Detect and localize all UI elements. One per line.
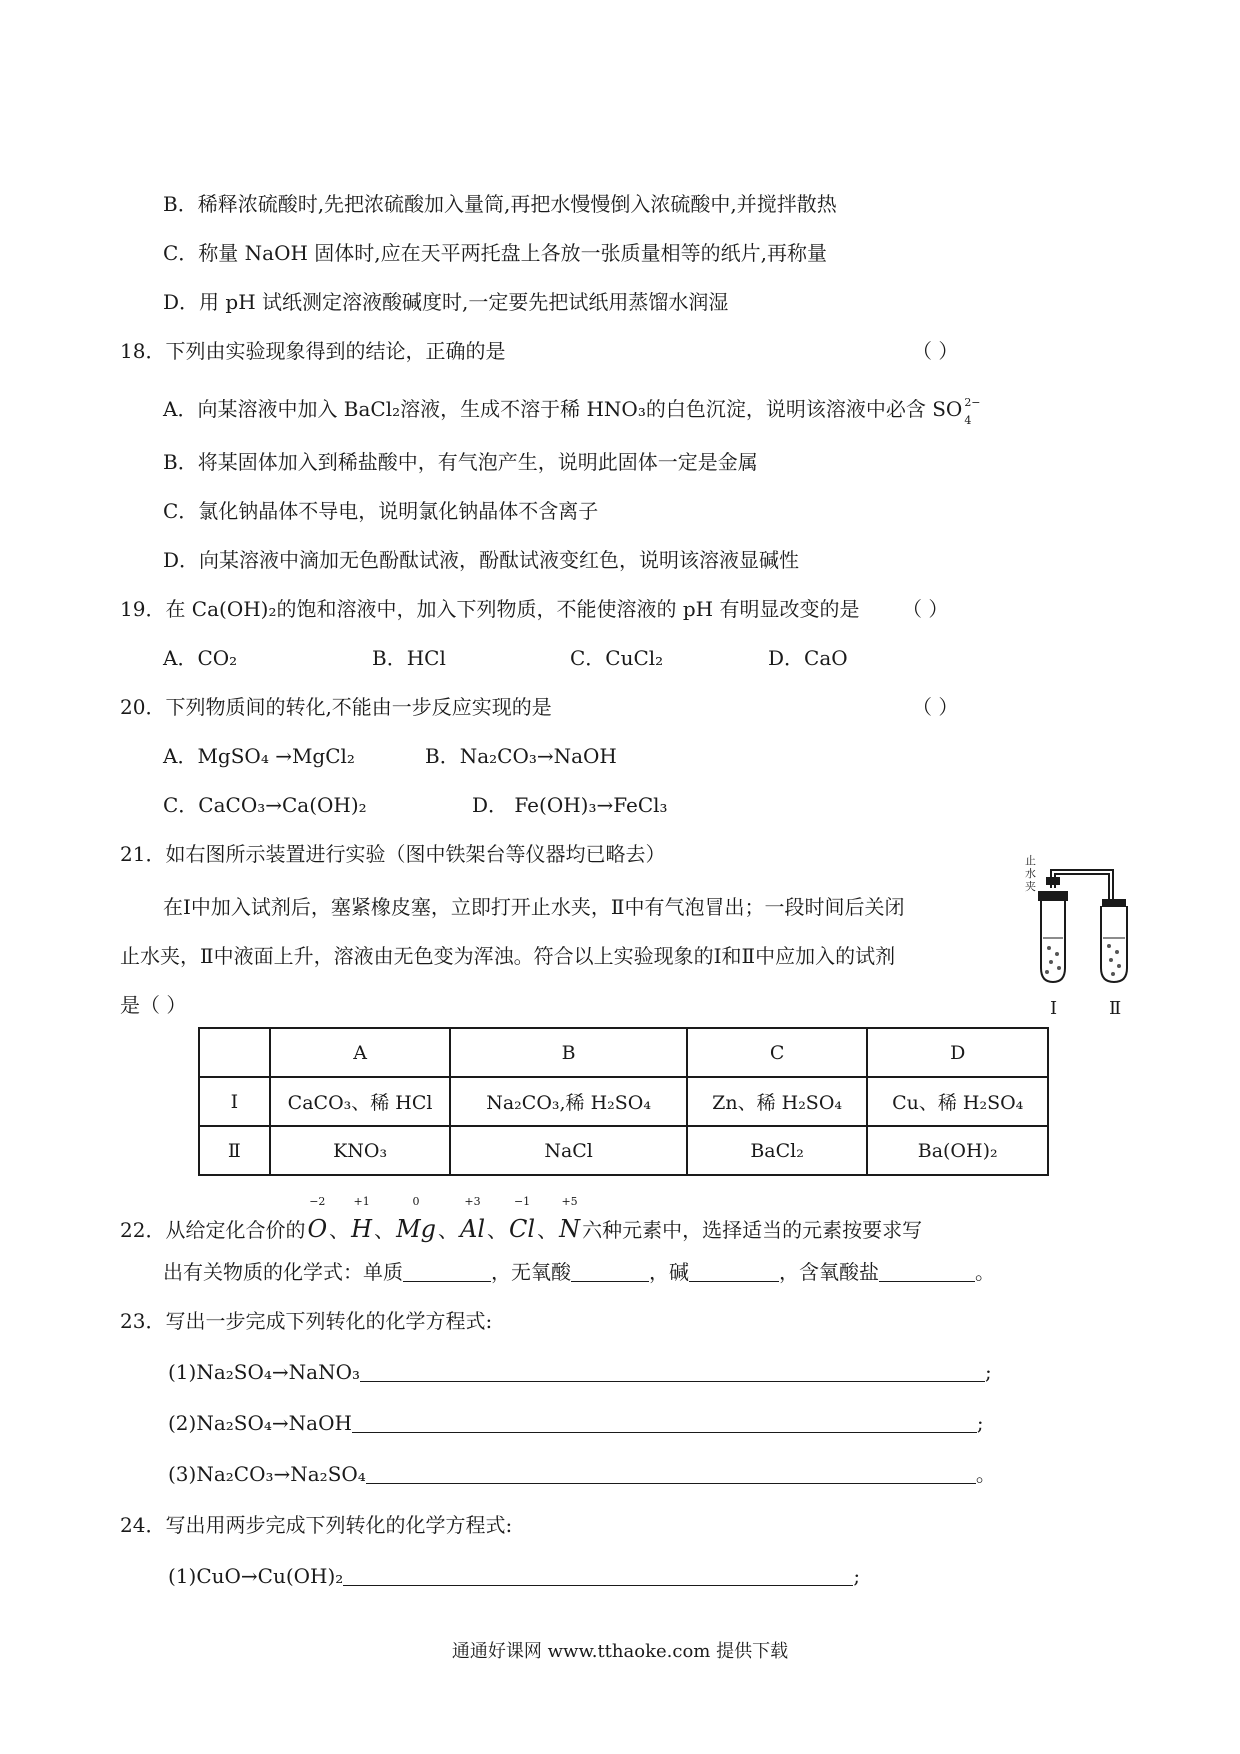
q18-stem: 18．下列由实验现象得到的结论，正确的是 <box>120 339 506 363</box>
answer-blank-equation[interactable] <box>343 1565 853 1586</box>
q23-item-2 <box>168 1409 984 1437</box>
table-cell: KNO₃ <box>270 1126 451 1175</box>
table-cell: Zn、稀 H₂SO₄ <box>687 1077 868 1126</box>
equation-end: 。 <box>975 1462 996 1486</box>
q20-stem: 20．下列物质间的转化,不能由一步反应实现的是 <box>120 695 552 719</box>
q22-text-base: ，碱 <box>649 1260 689 1284</box>
q22-line1 <box>120 1195 923 1247</box>
element-symbol: N <box>559 1215 581 1243</box>
q22-text-element: 出有关物质的化学式：单质 <box>163 1260 403 1284</box>
table-row-label: Ⅰ <box>199 1077 270 1126</box>
q19-option-a: A．CO₂ <box>163 646 238 670</box>
q18-option-c: C．氯化钠晶体不导电，说明氯化钠晶体不含离子 <box>163 499 599 523</box>
table-cell: BaCl₂ <box>687 1126 868 1175</box>
q21-stem: 21．如右图所示装置进行实验（图中铁架台等仪器均已略去） <box>120 842 666 866</box>
element-oxygen <box>307 1195 328 1246</box>
q20-answer-paren: （ ） <box>912 695 959 719</box>
q20-option-a: A．MgSO₄ →MgCl₂ <box>163 744 355 768</box>
answer-blank-equation[interactable] <box>360 1361 985 1382</box>
table-cell: NaCl <box>450 1126 686 1175</box>
oxidation-state: 0 <box>412 1195 420 1208</box>
equation-end: ; <box>976 1411 984 1435</box>
table-cell: Ba(OH)₂ <box>867 1126 1048 1175</box>
element-symbol: Cl <box>509 1215 536 1243</box>
q20-option-c: C．CaCO₃→Ca(OH)₂ <box>163 793 367 817</box>
q21-line1: 在Ⅰ中加入试剂后，塞紧橡皮塞，立即打开止水夹，Ⅱ中有气泡冒出；一段时间后关闭 <box>163 895 905 919</box>
answer-blank-element[interactable] <box>403 1261 491 1282</box>
equation-end: ; <box>853 1564 861 1588</box>
table-header-cell: D <box>867 1028 1048 1077</box>
table-cell: CaCO₃、稀 HCl <box>270 1077 451 1126</box>
answer-blank-base[interactable] <box>689 1261 779 1282</box>
q18-option-b: B．将某固体加入到稀盐酸中，有气泡产生，说明此固体一定是金属 <box>163 450 758 474</box>
q22-text-end: 。 <box>975 1260 995 1284</box>
equation-label: (3)Na₂CO₃→Na₂SO₄ <box>168 1462 366 1486</box>
oxidation-state: +3 <box>464 1195 481 1208</box>
answer-blank-salt[interactable] <box>879 1261 975 1282</box>
separator: 、 <box>374 1218 395 1242</box>
q18-answer-paren: （ ） <box>912 339 959 363</box>
q23-stem: 23．写出一步完成下列转化的化学方程式: <box>120 1309 493 1333</box>
page-footer: 通通好课网 www.tthaoke.com 提供下载 <box>451 1641 789 1662</box>
q19-answer-paren: （ ） <box>902 597 949 621</box>
q19-stem: 19．在 Ca(OH)₂的饱和溶液中，加入下列物质，不能使溶液的 pH 有明显改变的是 <box>120 597 860 621</box>
sulfate-superscript: 2− <box>964 396 981 409</box>
table-header-cell: A <box>270 1028 451 1077</box>
q22-text-acid: ，无氧酸 <box>491 1260 571 1284</box>
separator: 、 <box>537 1218 558 1242</box>
q20-option-d: D． Fe(OH)₃→FeCl₃ <box>472 793 668 817</box>
q21-line3: 是（ ） <box>120 993 187 1017</box>
table-header-cell: C <box>687 1028 868 1077</box>
element-magnesium <box>396 1195 437 1246</box>
q19-option-b: B．HCl <box>372 646 446 670</box>
q23-item-3 <box>168 1460 996 1488</box>
q20-option-b: B．Na₂CO₃→NaOH <box>425 744 617 768</box>
element-nitrogen <box>559 1195 581 1246</box>
q22-text-salt: ，含氧酸盐 <box>779 1260 879 1284</box>
q22-prefix: 22．从给定化合价的 <box>120 1218 306 1242</box>
element-symbol: Al <box>460 1215 486 1243</box>
sulfate-subscript: 4 <box>964 414 972 427</box>
table-header-cell: B <box>450 1028 686 1077</box>
q17-option-b: B．稀释浓硫酸时,先把浓硫酸加入量筒,再把水慢慢倒入浓硫酸中,并搅拌散热 <box>163 192 837 216</box>
equation-end: ; <box>984 1360 992 1384</box>
q18-option-d: D．向某溶液中滴加无色酚酞试液，酚酞试液变红色，说明该溶液显碱性 <box>163 548 800 572</box>
table-row <box>199 1077 1048 1126</box>
reagent-options-table <box>198 1027 1049 1176</box>
q18-option-a <box>163 395 981 427</box>
element-hydrogen <box>351 1195 373 1246</box>
element-symbol: O <box>307 1215 328 1243</box>
oxidation-state: −2 <box>309 1195 326 1208</box>
answer-blank-equation[interactable] <box>352 1412 977 1433</box>
separator: 、 <box>487 1218 508 1242</box>
oxidation-state: +5 <box>561 1195 578 1208</box>
q22-line2 <box>163 1258 995 1286</box>
q19-option-d: D．CaO <box>768 646 848 670</box>
answer-blank-acid[interactable] <box>571 1261 649 1282</box>
test-tube-apparatus-diagram <box>1021 848 1141 1028</box>
table-cell: Na₂CO₃,稀 H₂SO₄ <box>450 1077 686 1126</box>
table-cell: Cu、稀 H₂SO₄ <box>867 1077 1048 1126</box>
q21-line2: 止水夹，Ⅱ中液面上升，溶液由无色变为浑浊。符合以上实验现象的Ⅰ和Ⅱ中应加入的试剂 <box>120 944 896 968</box>
table-row <box>199 1126 1048 1175</box>
q17-option-c: C．称量 NaOH 固体时,应在天平两托盘上各放一张质量相等的纸片,再称量 <box>163 241 827 265</box>
equation-label: (2)Na₂SO₄→NaOH <box>168 1411 352 1435</box>
element-chlorine <box>509 1195 536 1246</box>
equation-label: (1)Na₂SO₄→NaNO₃ <box>168 1360 360 1384</box>
tube-one-label: Ⅰ <box>1050 998 1058 1019</box>
q22-suffix: 六种元素中，选择适当的元素按要求写 <box>582 1218 923 1242</box>
element-symbol: Mg <box>396 1215 437 1243</box>
table-row-label: Ⅱ <box>199 1126 270 1175</box>
separator: 、 <box>329 1218 350 1242</box>
q23-item-1 <box>168 1358 992 1386</box>
q18-option-a-text: A．向某溶液中加入 BaCl₂溶液，生成不溶于稀 HNO₃的白色沉淀，说明该溶液中必含 SO <box>163 397 963 421</box>
clamp-label: 止水夹 <box>1025 854 1036 893</box>
oxidation-state: −1 <box>513 1195 531 1208</box>
equation-label: (1)CuO→Cu(OH)₂ <box>168 1564 344 1588</box>
q17-option-d: D．用 pH 试纸测定溶液酸碱度时,一定要先把试纸用蒸馏水润湿 <box>163 290 729 314</box>
element-aluminium <box>460 1195 486 1246</box>
oxidation-state: +1 <box>353 1195 370 1208</box>
separator: 、 <box>438 1218 459 1242</box>
q24-stem: 24．写出用两步完成下列转化的化学方程式: <box>120 1513 513 1537</box>
sulfate-ion-charge <box>962 396 981 427</box>
q24-item-1 <box>168 1562 860 1590</box>
table-header-row <box>199 1028 1048 1077</box>
tube-two-label: Ⅱ <box>1109 998 1122 1019</box>
table-cell <box>199 1028 270 1077</box>
answer-blank-equation[interactable] <box>366 1463 976 1484</box>
q19-option-c: C．CuCl₂ <box>570 646 664 670</box>
element-symbol: H <box>351 1215 373 1243</box>
apparatus-figure <box>1021 848 1141 1028</box>
